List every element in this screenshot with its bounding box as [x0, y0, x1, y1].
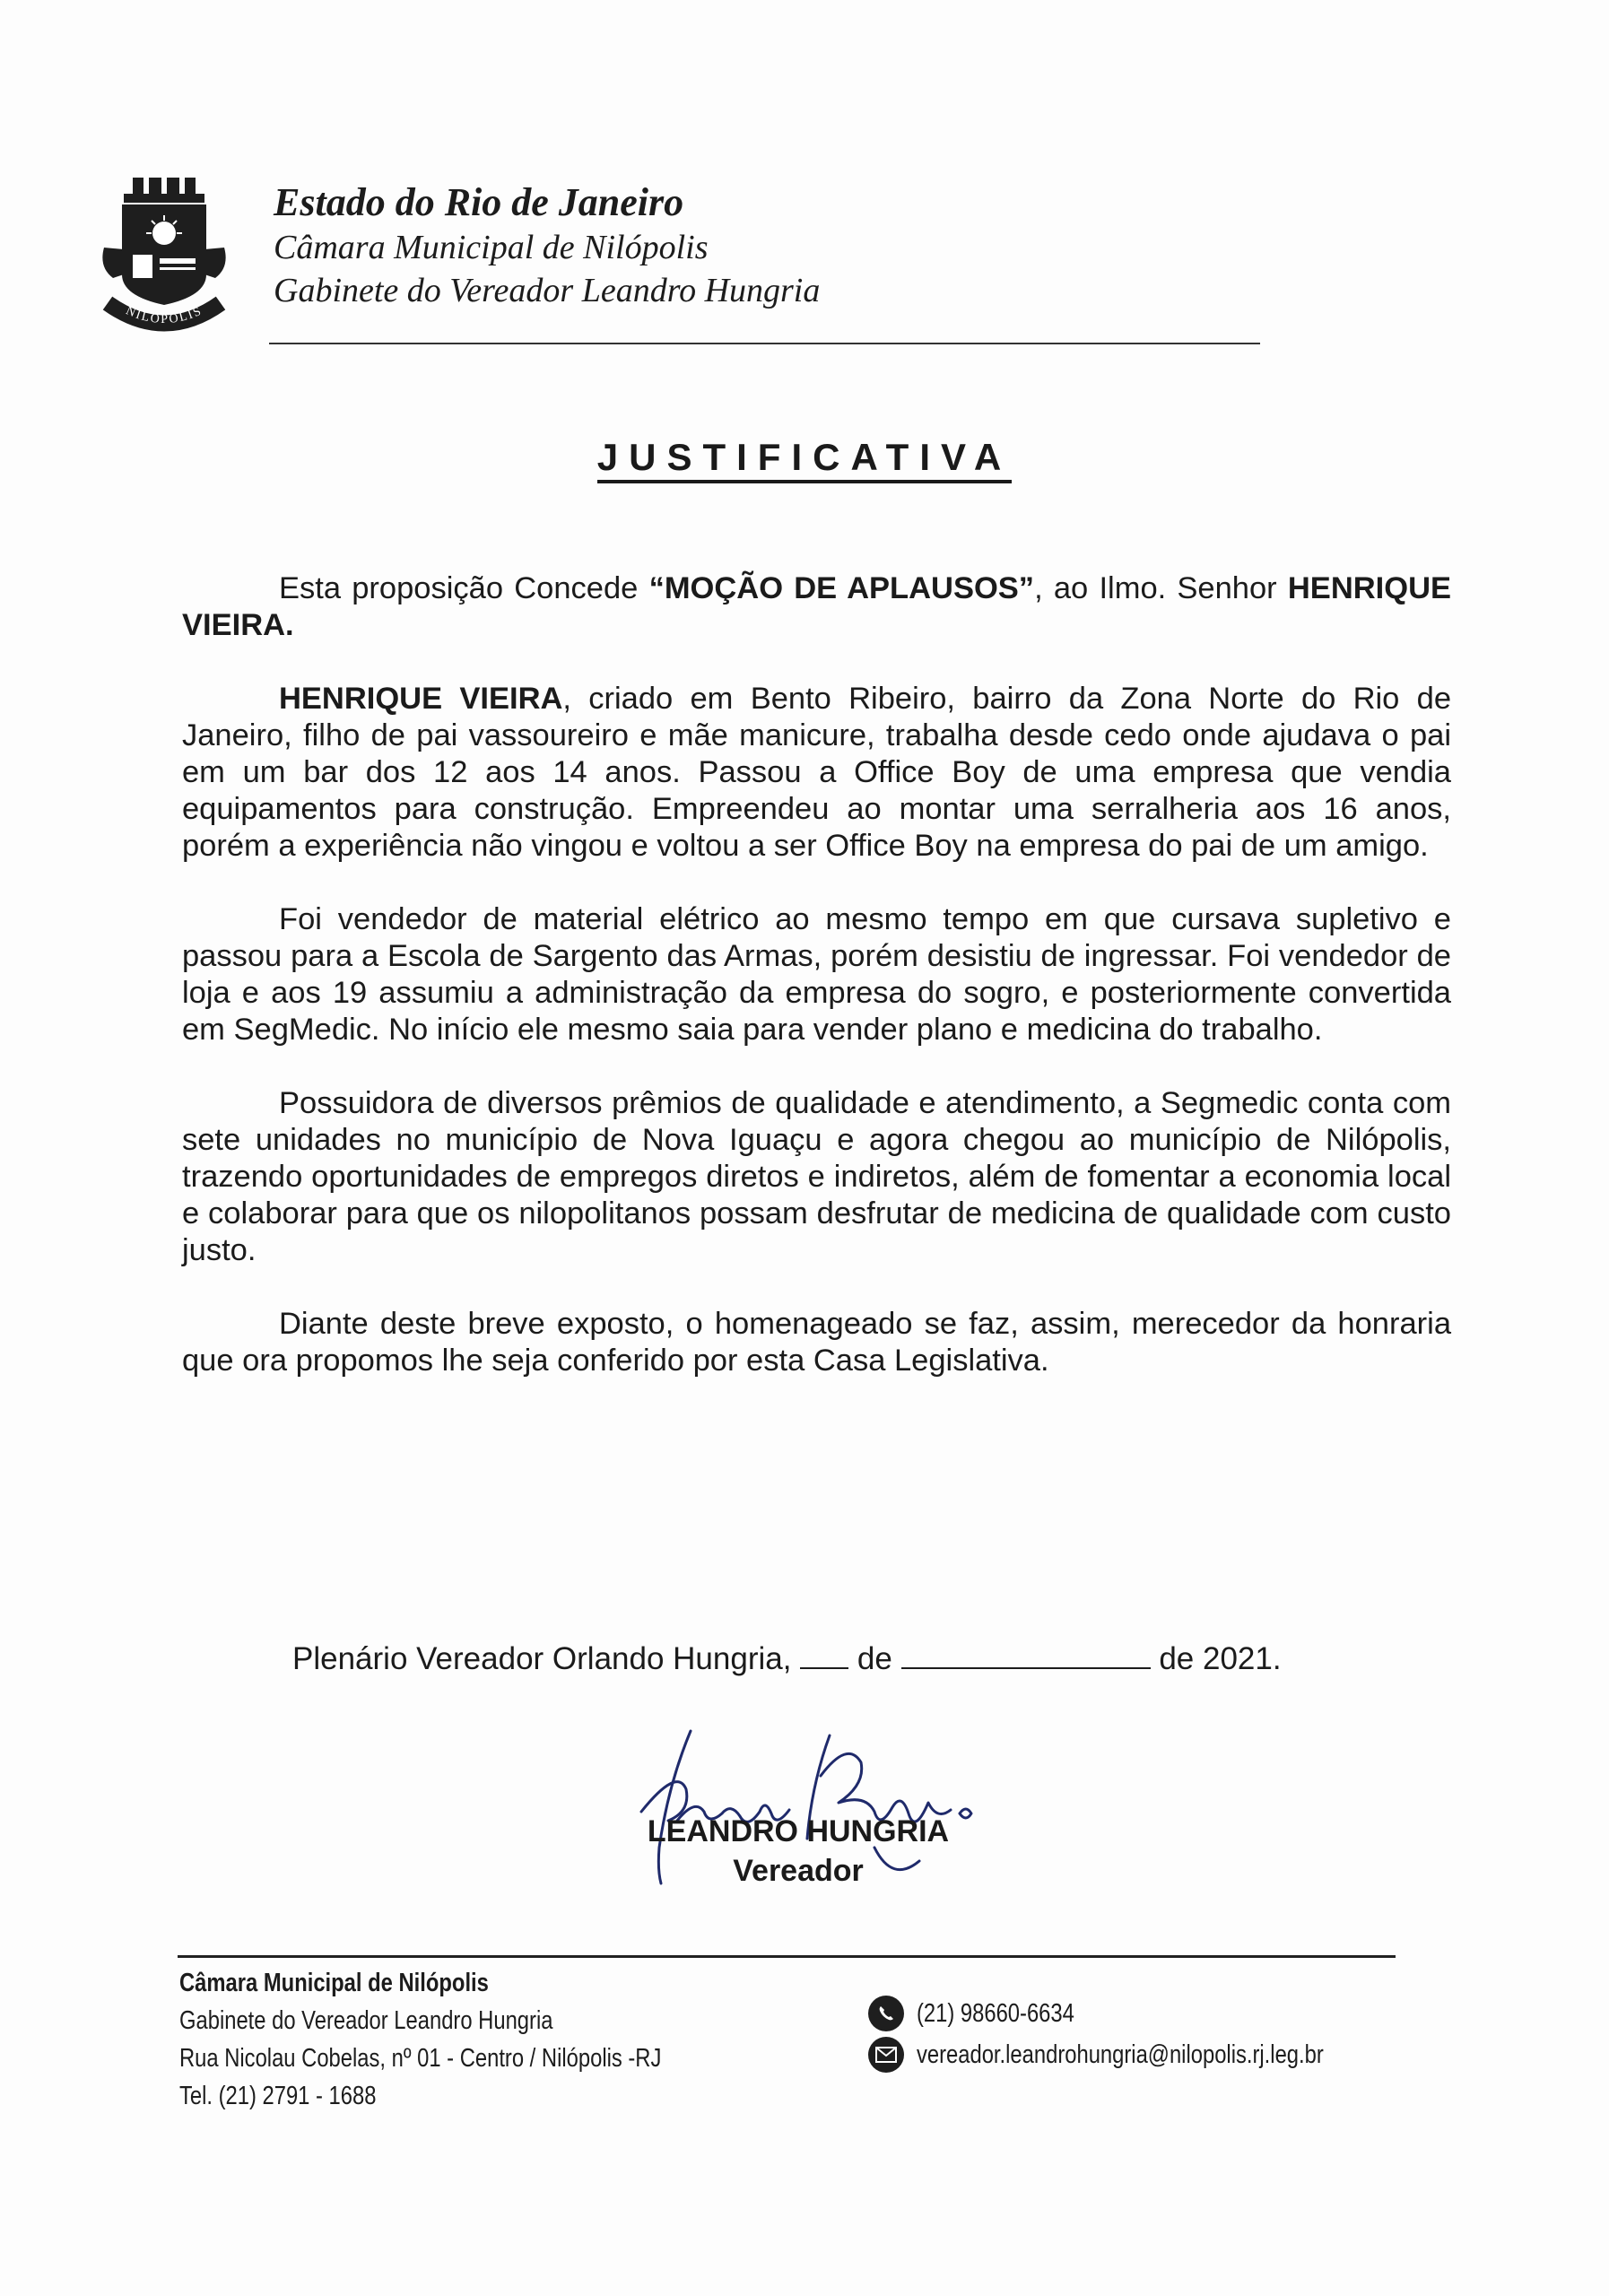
header-divider [269, 343, 1260, 344]
plenary-name: Plenário Vereador Orlando Hungria, [292, 1641, 792, 1676]
email-address[interactable]: vereador.leandrohungria@nilopolis.rj.leg.br [917, 2040, 1324, 2069]
state-name: Estado do Rio de Janeiro [274, 180, 684, 224]
municipal-crest-icon [97, 178, 231, 339]
footer-divider [178, 1955, 1396, 1958]
footer-address [179, 1964, 661, 2115]
month-blank [901, 1642, 1151, 1669]
whatsapp-icon [868, 1996, 904, 2031]
paragraph-2: HENRIQUE VIEIRA, criado em Bento Ribeiro, bairro da Zona Norte do Rio de Janeiro, filho de pai vassoureiro e mãe manicure, trabalha desde cedo onde ajudava o pai em um bar dos 12 aos 14 anos. Passou a Office Boy de uma empresa que vendia equipamentos para construção. Empreendeu ao montar uma serralheria aos 16 anos, porém a experiência não vingou e voltou a ser Office Boy na empresa do pai de um amigo. [182, 682, 1452, 863]
letterhead [274, 179, 820, 312]
footer-contacts [868, 1993, 1413, 2075]
paragraph-4: Possuidora de diversos prêmios de qualidade e atendimento, a Segmedic conta com sete unidades no município de Nova Iguaçu e agora chegou ao município de Nilópolis, trazendo oportunidades de empregos diretos e indiretos, além de fomentar a economia local e colaborar para que os nilopolitanos possam desfrutar de medicina de qualidade com custo justo. [182, 1086, 1451, 1267]
office-name: Gabinete do Vereador Leandro Hungria [274, 272, 821, 309]
footer-telephone: Tel. (21) 2791 - 1688 [179, 2082, 377, 2110]
crest-banner-text: NILÓPOLIS [123, 304, 205, 327]
paragraph-1: Esta proposição Concede “MOÇÃO DE APLAUSOS”, ao Ilmo. Senhor HENRIQUE VIEIRA. [182, 571, 1451, 642]
chamber-name: Câmara Municipal de Nilópolis [274, 229, 709, 266]
footer-street: Rua Nicolau Cobelas, nº 01 - Centro / Nilópolis -RJ [179, 2044, 662, 2073]
document-body [182, 570, 1451, 1416]
phone-contact [868, 1993, 1413, 2034]
document-title: JUSTIFICATIVA [0, 436, 1609, 479]
date-line: Plenário Vereador Orlando Hungria, de de 2021. [292, 1641, 1282, 1676]
signatory-name: LEANDRO HUNGRIA [647, 1814, 950, 1848]
signatory-role: Vereador [733, 1854, 864, 1888]
footer-office: Gabinete do Vereador Leandro Hungria [179, 2006, 553, 2035]
signatory [628, 1812, 969, 1891]
email-contact [868, 2034, 1413, 2075]
day-blank [800, 1642, 848, 1669]
phone-number[interactable]: (21) 98660-6634 [917, 1999, 1074, 2028]
paragraph-3: Foi vendedor de material elétrico ao mesmo tempo em que cursava supletivo e passou para a Escola de Sargento das Armas, porém desistiu de ingressar. Foi vendedor de loja e aos 19 assumiu a administração da empresa do sogro, e posteriormente convertida em SegMedic. No início ele mesmo saia para vender plano e medicina do trabalho. [182, 902, 1451, 1047]
email-icon [868, 2037, 904, 2073]
paragraph-5: Diante deste breve exposto, o homenageado se faz, assim, merecedor da honraria que ora propomos lhe seja conferido por esta Casa Legislativa. [182, 1307, 1451, 1378]
footer-chamber: Câmara Municipal de Nilópolis [179, 1969, 489, 1997]
